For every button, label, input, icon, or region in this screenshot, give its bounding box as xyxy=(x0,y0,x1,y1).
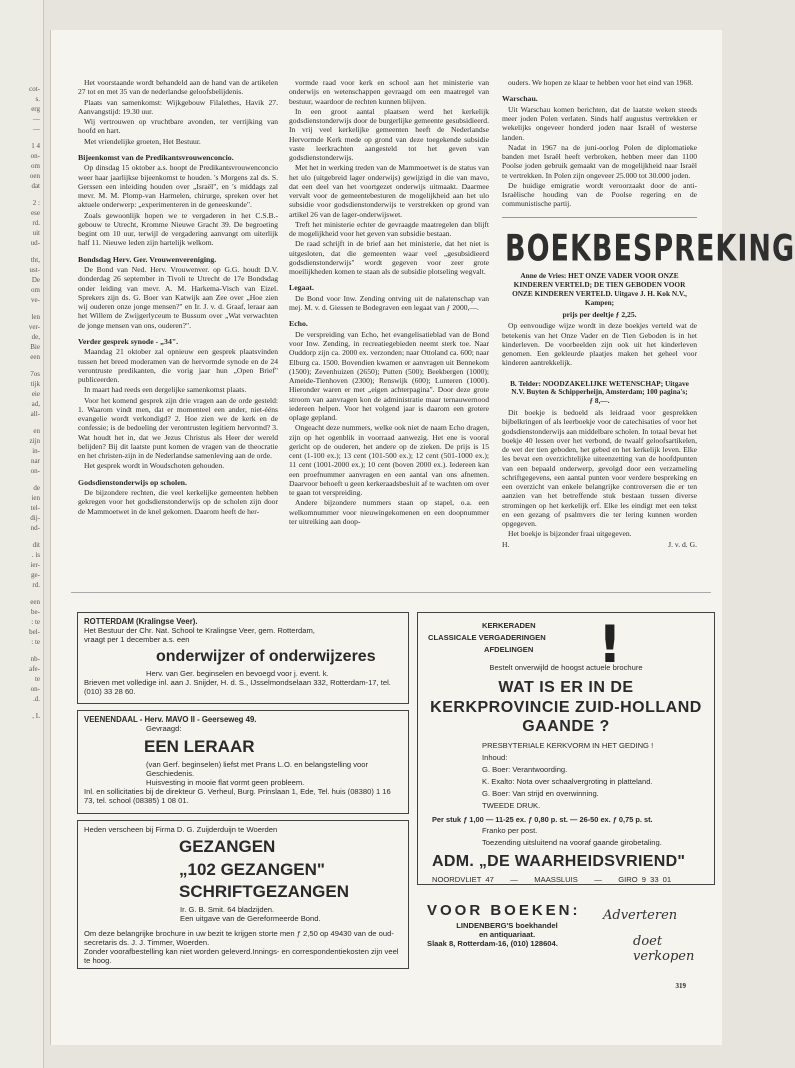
ad-afdelingen: AFDELINGEN xyxy=(484,645,534,654)
paragraph: Andere bijzondere nummers staan op stapel, o.a. een welkomnummer voor nieuwingekomenen en een doopnummer ter uitreiking aan doop- xyxy=(289,498,489,526)
col1-s3 xyxy=(78,347,278,470)
col3-s1 xyxy=(502,105,697,209)
adjacent-page-fragment: ge- xyxy=(31,571,40,579)
adjacent-page-fragment: cot- xyxy=(29,85,40,93)
ad-text: Slaak 8, Rotterdam-16, (010) 128604. xyxy=(427,939,558,948)
book-review-title: B. Telder: NOODZAKELIJKE WETENSCHAP; Uitgave N.V. Buyten & Schipperheijn, Amsterdam; 100 pagina's; ƒ 8,—. xyxy=(510,378,689,406)
paragraph: Het boekje is bijzonder fraai uitgegeven. xyxy=(508,529,632,539)
ad-headline: onderwijzer of onderwijzeres xyxy=(156,648,376,665)
col1-s1 xyxy=(78,163,278,247)
ad-text: Franko per post. xyxy=(482,825,538,835)
ad-text: Brieven met volledige inl. aan J. Snijder, H. d. S., IJsselmondselaan 332, Rotterdam-17, tel. (010) 33 28 60. xyxy=(84,678,391,696)
adjacent-page-fragment: . is xyxy=(31,551,40,559)
ad-section-divider xyxy=(71,592,711,593)
section-heading: Bondsdag Herv. Ger. Vrouwenvereniging. xyxy=(78,254,217,264)
adjacent-page-fragment: on- xyxy=(30,152,40,160)
adjacent-page-fragment: ud- xyxy=(30,239,40,247)
signature-h: H. xyxy=(502,539,510,549)
ad-price: Per stuk ƒ 1,00 — 11-25 ex. ƒ 0,80 p. st. — 26-50 ex. ƒ 0,75 p. st. xyxy=(432,814,653,824)
ad-text: Een uitgave van de Gereformeerde Bond. xyxy=(180,913,321,923)
adjacent-page-fragment: Bie xyxy=(30,343,40,351)
adjacent-page-fragment: De xyxy=(31,276,40,284)
ad-text: Zonder voorafbestelling kan niet worden geleverd.Innings- en correspondentiekosten zijn veel te hoog. xyxy=(84,946,399,965)
ad-text: Herv. van Ger. beginselen en bevoegd voor j. event. k. xyxy=(146,669,329,678)
ad-headline: VOOR BOEKEN: xyxy=(427,902,581,919)
section-heading: Warschau. xyxy=(502,94,538,104)
adjacent-page-fragment: eie xyxy=(31,390,40,398)
adjacent-page-fragment: dij- xyxy=(30,514,40,522)
ad-headline: GEZANGEN xyxy=(179,837,276,856)
ad-headline: „102 GEZANGEN" xyxy=(179,859,325,879)
ad-text: PRESBYTERIALE KERKVORM IN HET GEDING ! xyxy=(482,740,654,750)
adjacent-page-fragment: : te xyxy=(31,618,40,626)
paragraph: De verspreiding van Echo, het evangelisatieblad van de Bond voor Inw. Zending, in recreatiegebieden neemt sterk toe. Naar Ouddorp zijn ca. 2000 ex. verzonden; naar Ottoland ca. 600; naar Elburg ca. 1500. Bovendien kwamen er aanvragen uit Bennekom (1500); Zevenhuizen (2650); Putten (500); Beekbergen (1000); Ameide-Tienhoven (2300); Renswijk (600); Lunteren (1000). Hieronder waren er met „eigen achterpagina". Door deze grote stroom van aanvragen kon de administratie maar ternauwernood iedereen helpen. Voor het volgend jaar is daarom een grotere oplage gepland. xyxy=(289,329,489,422)
ad-text: Toezending uitsluitend na vooraf gaande girobetaling. xyxy=(482,837,662,847)
paragraph: De bijzondere rechten, die veel kerkelijke gemeenten hebben gekregen voor het godsdienstonderwijs op de scholen zijn door de Mammoetwet in de knel gekomen. Daarom heeft de her- xyxy=(78,488,278,516)
paragraph: Met vriendelijke groeten, Het Bestuur. xyxy=(84,136,201,146)
ad-address-street: NOORDVLIET 47 xyxy=(432,874,494,884)
ad-waarheidsvriend xyxy=(417,612,715,885)
adjacent-page-fragment: bel- xyxy=(29,628,40,636)
ad-text: en antiquariaat. xyxy=(478,930,536,939)
adjacent-page-fragment: een xyxy=(30,353,40,361)
paragraph: De raad schrijft in de brief aan het ministerie, dat het niet is uitgesloten, dat die gemeenten waar veel „gesubsidieerd godsdienstonderwijs" wordt gegeven voor zeer grote moeilijkheden komen te staan als de subsidie plotseling wegvalt. xyxy=(289,239,489,276)
adjacent-page-fragment: dat xyxy=(31,182,40,190)
paragraph: TWEEDE DRUK. xyxy=(482,800,541,810)
adjacent-page-fragment: in- xyxy=(32,447,40,455)
ad-address-city: MAASSLUIS xyxy=(534,874,578,884)
adjacent-page-fragment: .d. xyxy=(33,695,40,703)
ad-headline: EEN LERAAR xyxy=(144,737,255,756)
adjacent-page-fragment: een xyxy=(30,598,40,606)
ad-text: (van Gerf. beginselen) liefst met Prans L.O. en belangstelling voor Geschiedenis. xyxy=(146,760,369,778)
col1-s4 xyxy=(78,488,278,516)
book-review-2-text xyxy=(502,408,697,539)
paragraph: Treft het ministerie echter de gevraagde maatregelen dan blijft de mogelijkheid voor het geven van subsidie bestaan. xyxy=(289,219,489,238)
adjacent-page-fragment: te xyxy=(34,675,40,683)
adjacent-page-fragment: , L xyxy=(32,712,40,720)
ad-header xyxy=(424,615,708,675)
paragraph: Plaats van samenkomst: Wijkgebouw Filalethes, Havik 27. Aanvangstijd: 19.30 uur. xyxy=(78,97,278,116)
paragraph: G. Boer: Van strijd en overwinning. xyxy=(482,788,599,798)
adjacent-page-fragment: 2 : xyxy=(32,199,40,207)
ad-headline-line: KERKPROVINCIE ZUID-HOLLAND xyxy=(430,698,702,716)
adjacent-page-fragment: ve- xyxy=(31,296,40,304)
section-heading: Echo. xyxy=(289,319,308,329)
ad-contents xyxy=(424,765,708,810)
adjacent-page-fragment: ien xyxy=(31,494,40,502)
ad-text: Gevraagd: xyxy=(146,724,182,733)
ad-classicale: CLASSICALE VERGADERINGEN xyxy=(428,633,546,642)
ad-text: Inhoud: xyxy=(482,752,508,762)
ad-address-sep: — xyxy=(510,874,518,884)
ad-headline-line: GAANDE ? xyxy=(522,718,610,736)
paragraph: In een groot aantal plaatsen werd het kerkelijk godsdienstonderwijs door de burgerlijke gemeente gesubsidieerd. In vrij veel kerkelijke gemeenten heeft de Nederlandse Hervormde Kerk mede op grond van deze toegekende subsidie vaste leerkrachten aangesteld tot het geven van godsdienstonderwijs. xyxy=(289,106,489,162)
ad-text: vraagt per 1 december a.s. een xyxy=(84,635,190,644)
section-heading: Godsdienstonderwijs op scholen. xyxy=(78,477,187,487)
col2-s1 xyxy=(289,294,489,313)
col3-intro xyxy=(502,78,697,87)
adjacent-page-fragment: rd. xyxy=(32,219,40,227)
ad-text: Heden verscheen bij Firma D. G. Zuijderduijn te Woerden xyxy=(84,825,278,834)
ad-text: Om deze belangrijke brochure in uw bezit te krijgen storte men ƒ 2,50 op 49430 van de oud-secretaris ds. J. J. Timmer, Woerden. xyxy=(84,928,394,947)
ad-headline xyxy=(424,678,708,737)
paragraph: Het voorstaande wordt behandeld aan de hand van de artikelen 27 tot en met 35 van de nederlandse geloofsbelijdenis. xyxy=(78,78,278,97)
ad-address-sep: — xyxy=(594,874,602,884)
adjacent-page-fragment: erg xyxy=(31,105,40,113)
col2-s2 xyxy=(289,330,489,526)
ad-text: Ir. G. B. Smit. 64 bladzijden. xyxy=(180,904,275,914)
column-2 xyxy=(289,78,489,527)
ad-location: ROTTERDAM (Kralingse Veer). xyxy=(84,617,198,626)
script-doet-verkopen: doet verkopen xyxy=(633,934,695,964)
adjacent-page-fragment: tht, xyxy=(30,256,40,264)
col2-intro xyxy=(289,78,489,276)
adjacent-page-fragment: all- xyxy=(30,410,40,418)
section-heading: Legaat. xyxy=(289,283,314,293)
ad-headline-line: WAT IS ER IN DE xyxy=(498,679,634,696)
book-review-title: Anne de Vries: HET ONZE VADER VOOR ONZE KINDEREN VERTELD; DE TIEN GEBODEN VOOR ONZE KINDEREN VERTELD. Uitgave J. H. Kok N.V., Kampen; xyxy=(512,271,687,308)
adjacent-page-fragment: ver- xyxy=(28,323,40,331)
adjacent-page-fragment: tijk xyxy=(30,380,40,388)
paragraph: Ongeacht deze nummers, welke ook niet de naam Echo dragen, zijn op het ogenblik in voorraad aanwezig. Het ene is vooral gericht op de ouderen, het andere op de zieken. De prijs is 15 cent (1-100 ex.); 13 cent (101-500 ex.); 12 cent (501-1000 ex.); 11 cent (1001-2000 ex.); 10 cent (boven 2000 ex.). Iedereen kan een proefnummer aanvragen en een aantal van ons afnemen. Daarvoor behoeft u geen kerkeraadsbesluit af te wachten om over te gaan tot verspreiding. xyxy=(289,423,489,497)
adjacent-page-fragment: on- xyxy=(30,685,40,693)
signature-jvdg: J. v. d. G. xyxy=(668,539,697,549)
ad-kerkeraden: KERKERADEN xyxy=(482,621,536,630)
section-heading: Bijeenkomst van de Predikantsvrouwenconcio. xyxy=(78,152,234,162)
paragraph: Maandag 21 oktober zal opnieuw een gesprek plaatsvinden tussen het breed moderamen van de hervormde synode en de 24 verontruste predikanten, die vorig jaar hun „Open Brief" publiceerden. xyxy=(78,347,278,384)
ad-headline: SCHRIFTGEZANGEN xyxy=(179,882,349,902)
adjacent-page-fragment: oen xyxy=(29,172,40,180)
adjacent-page-fragment: dit xyxy=(32,541,40,549)
adjacent-page-fragment: nb- xyxy=(30,655,40,663)
adjacent-page-fragment: en xyxy=(33,427,40,435)
ad-leraar xyxy=(77,710,409,814)
paragraph: Met het in werking treden van de Mammoetwet is de status van het ulo (uitgebreid lager onderwijs) gewijzigd in die van mavo, dat een deel van het voortgezet onderwijs uitmaakt. Daarmee vervalt voor de gemeentebesturen de mogelijkheid aan het ulo subsidie voor godsdienstonderwijs te verstrekken op grond van artikel 26 van de lager-onderwijswet. xyxy=(289,163,489,219)
adjacent-page-fragment: de xyxy=(33,484,40,492)
adjacent-page-fragment: ust- xyxy=(29,266,40,274)
ad-location: VEENENDAAL - Herv. MAVO II - Geerseweg 49. xyxy=(84,715,257,724)
paragraph: G. Boer: Verantwoording. xyxy=(482,764,568,774)
paragraph: K. Exalto: Nota over schaalvergroting in platteland. xyxy=(482,776,653,786)
paragraph: vormde raad voor kerk en school aan het ministerie van onderwijs en wetenschappen gevraagd om een maatregel van bestuur, waardoor de rechten kunnen blijven. xyxy=(289,78,489,106)
adjacent-page-fragment: tel- xyxy=(30,504,40,512)
ad-text: Inl. en sollicitaties bij de direkteur G. Verheul, Burg. Prinslaan 1, Ede, Tel. huis (08380) 1 16 73, tel. school (08385) 1 08 01. xyxy=(84,787,391,805)
paragraph: Voor het komend gesprek zijn drie vragen aan de orde gesteld: 1. Waarom vindt men, dat er momenteel een ander, niet-ééns evangelie wordt verkondigd? 2. Hoe zien we de kerk en de confessie; is de bedoeling der verontrusten legitiem hervormd? 3. Wat houdt het in, dat we Jezus Christus als Heer der wereld belijden? Bij dit laatste punt komen de vragen van de theocratie en het christen-zijn in de Nederlandse samenleving aan de orde. xyxy=(78,395,278,460)
magazine-page xyxy=(50,30,795,1045)
adjacent-page-fragment: be- xyxy=(31,608,40,616)
adjacent-page-fragment: 7os xyxy=(30,370,40,378)
paragraph: Nadat in 1967 na de juni-oorlog Polen de diplomatieke banden met Israël heeft verbroken, hebben meer dan 1100 Poolse joden gebruik gemaakt van de mogelijkheid naar Israël te vertrekken. In Polen zijn ongeveer 25.000 tot 30.000 joden. xyxy=(502,142,697,180)
adjacent-page-fragment: ad, xyxy=(31,400,40,408)
adjacent-page-fragment: len xyxy=(31,313,40,321)
paragraph: De huidige emigratie wordt veroorzaakt door de anti-Israëlische houding van de Poolse regering en de communistische partij. xyxy=(502,180,697,209)
paragraph: De Bond van Ned. Herv. Vrouwenver. op G.G. houdt D.V. donderdag 26 september in Tivoli te Utrecht de 17e Bondsdag onder leiding van mevr. A. M. Harkema-Visch van Eizel. Sprekers zijn ds. G. Boer van Katwijk aan Zee over „Hoe zien wij ouderen onze jonge mensen?" en Ir. J. v. d. Graaf, leraar aan het Willem de Zwijgerlyceum te Bussum over „Wat verwachten de jonge mensen van ons, ouderen?". xyxy=(78,265,278,330)
ad-voor-boeken xyxy=(427,902,723,972)
review-signature-row xyxy=(502,540,697,549)
ad-text: LINDENBERG'S boekhandel xyxy=(456,921,558,930)
adjacent-page-fragment: s. xyxy=(35,95,40,103)
paragraph: De Bond voor Inw. Zending ontving uit de nalatenschap van mej. M. v. d. Giessen te Bodegraven een legaat van ƒ 2000,—. xyxy=(289,293,489,312)
script-adverteren: Adverteren xyxy=(603,908,678,923)
column-3 xyxy=(502,78,795,549)
boekbespreking-heading: BOEKBESPREKING xyxy=(505,227,795,270)
ad-address xyxy=(432,875,708,884)
exclamation-icon: ! xyxy=(598,615,622,675)
adjacent-page-fragment: ese xyxy=(31,209,40,217)
page-number: 319 xyxy=(675,982,686,990)
adjacent-page-fragment: zijn xyxy=(29,437,40,445)
adjacent-page-fragment: ier- xyxy=(30,561,40,569)
paragraph: Dit boekje is bedoeld als leidraad voor gesprekken bijbelkringen of als leerboekje voor de catechisaties of voor het godsdienstonderwijs aan middelbare scholen. In totaal bevat het boekje 40 lessen over het verbond, de twaalf geloofsartikelen, de wet der tien geboden, het gebed en het kerkelijk leven. Elke les bevat een overzichtelijke uiteenzetting van de hoofdpunten van een bepaald onderwerp, gevolgd door een verzameling schriftgegevens, een aantal punten voor verdere bespreking en een overzicht van enkele belangrijke controversen die er ten aanzien van het betreffende stuk bestaan tussen diverse stromingen op het kerkelijk erf. Elke les eindigt met een tekst en een gezang of psalmvers die ter lering kunnen worden opgegeven. xyxy=(502,408,697,529)
column-1 xyxy=(78,78,278,517)
adjacent-page-fragment: nd- xyxy=(30,524,40,532)
adjacent-page-fragment: : te xyxy=(31,638,40,646)
ad-text: Het Bestuur der Chr. Nat. School te Kralingse Veer, gem. Rotterdam, xyxy=(84,626,315,635)
paragraph: Wij vertrouwen op vruchtbare avonden, ter verrijking van hoofd en hart. xyxy=(78,117,278,136)
paragraph: Zoals gewoonlijk hopen we te vergaderen in het C.S.B.-gebouw te Utrecht, Kromme Nieuwe Gracht 39. De begroeting begint om 10 uur, terwijl de vergadering aanvangt om uiterlijk half 11. Nieuwe leden zijn hartelijk welkom. xyxy=(78,210,278,248)
ad-publisher: ADM. „DE WAARHEIDSVRIEND" xyxy=(432,852,686,870)
adjacent-page-fragment: uit xyxy=(32,229,40,237)
adjacent-page-fragment: rd. xyxy=(32,581,40,589)
adjacent-page-fragment: 1 4 xyxy=(31,142,40,150)
book-review-price: prijs per deeltje ƒ 2,25. xyxy=(562,310,637,319)
adjacent-page-strip xyxy=(0,0,44,1068)
col1-s2 xyxy=(78,265,278,330)
adjacent-page-fragment: om xyxy=(31,286,40,294)
adjacent-page-fragment: nar xyxy=(31,457,40,465)
adjacent-page-fragment: — xyxy=(33,125,40,133)
col1-intro xyxy=(78,78,278,146)
ad-text: Bestelt onverwijld de hoogst actuele brochure xyxy=(489,663,643,672)
paragraph: Op eenvoudige wijze wordt in deze boekjes verteld wat de betekenis van het Onze Vader en de Tien Geboden is in het kinderleven. De voorbeelden zijn ook uit het kinderleven genomen. Een gekleurde plaatjes maken het geheel voor kinderen aantrekkelijk. xyxy=(502,321,697,368)
paragraph: ouders. We hopen ze klaar te hebben voor het eind van 1968. xyxy=(508,78,694,87)
ad-gezangen xyxy=(77,820,409,969)
ad-text: Huisvesting in mooie flat vormt geen probleem. xyxy=(146,778,305,787)
paragraph: Het gesprek wordt in Woudschoten gehouden. xyxy=(84,461,225,471)
adjacent-page-fragment: de, xyxy=(31,333,40,341)
paragraph: In maart had reeds een dergelijke samenkomst plaats. xyxy=(84,385,247,395)
adjacent-page-fragment: — xyxy=(33,115,40,123)
section-heading: Verder gesprek synode - „34". xyxy=(78,336,179,346)
adjacent-page-fragment: afe- xyxy=(29,665,40,673)
adjacent-page-fragment: om xyxy=(31,162,40,170)
adjacent-page-fragment: on- xyxy=(30,467,40,475)
ad-onderwijzer xyxy=(77,612,409,704)
book-review-1-text xyxy=(502,321,697,367)
divider xyxy=(502,217,697,218)
paragraph: Op dinsdag 15 oktober a.s. hoopt de Predikantsvrouwenconcio weer haar jaarlijkse bijeenkomst te houden. 's Morgens zal ds. S. Gerssen een inleiding houden over „Israël", en 's middags zal mevr. M. M. Plomp-van Harmelen, chirurge, spreken over het aktuele onderwerp: „experimenteren in de geneeskunde". xyxy=(78,163,278,210)
paragraph: Uit Warschau komen berichten, dat de laatste weken steeds meer joden Polen verlaten. Sinds half augustus vertrekken er wekelijks ongeveer honderd joden naar Israël of westerse landen. xyxy=(502,104,697,142)
ad-address-giro: GIRO 9 33 01 xyxy=(618,874,672,884)
